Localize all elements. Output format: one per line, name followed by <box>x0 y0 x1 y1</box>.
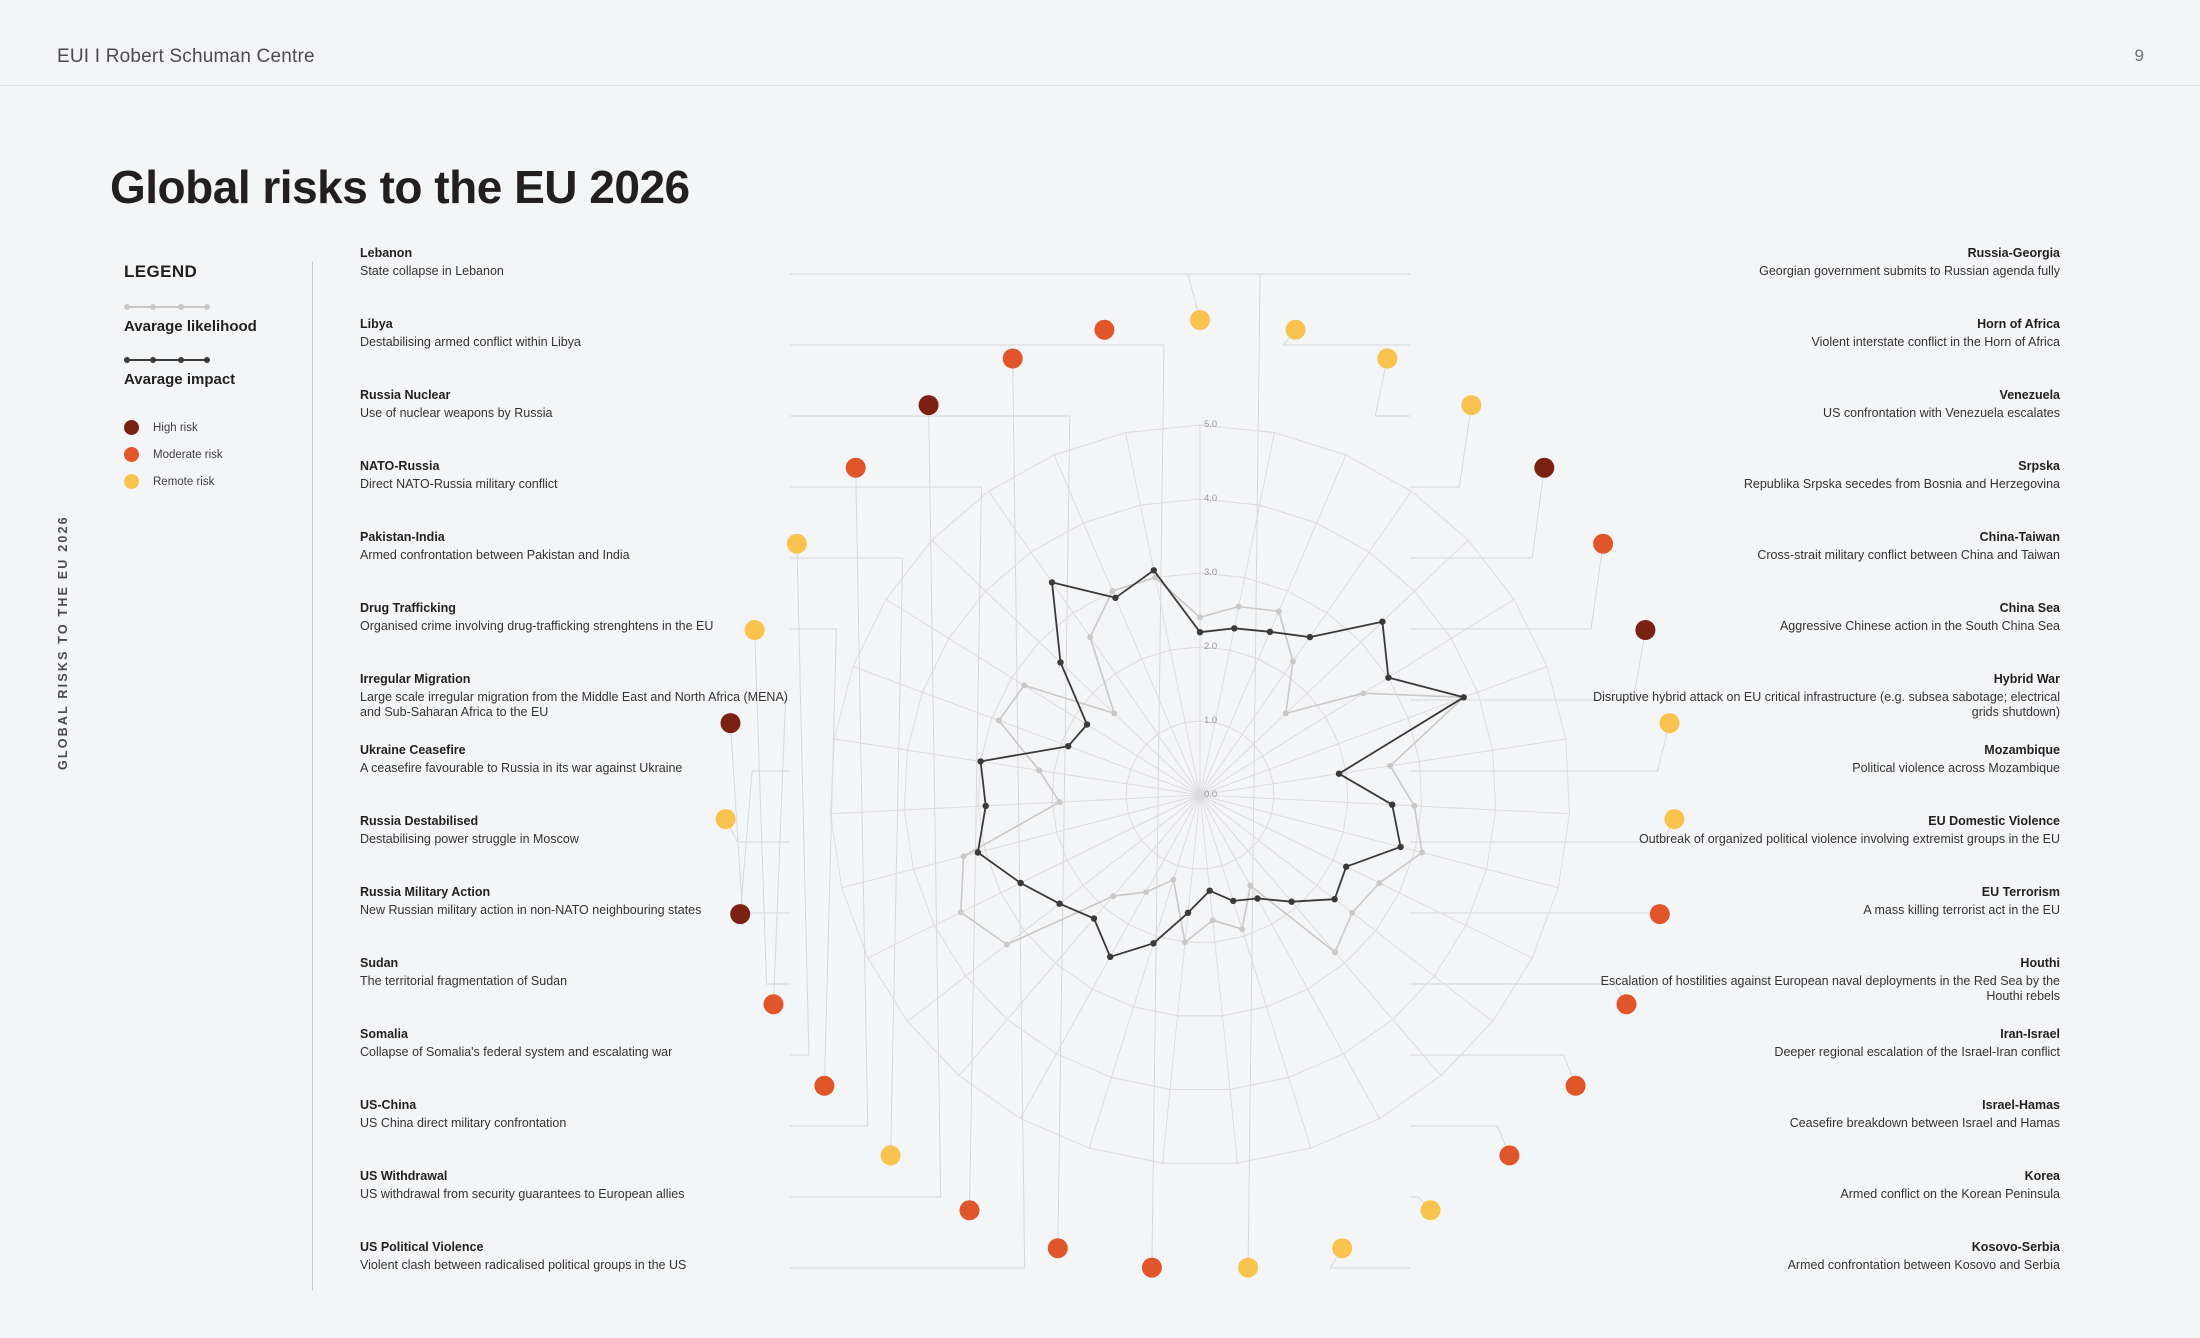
radar-spoke <box>1054 455 1200 795</box>
axis-label-desc: Large scale irregular migration from the Middle East and North Africa (MENA) and Sub-Saharan Africa to the EU <box>360 689 788 719</box>
radar-point-impact <box>977 758 983 764</box>
axis-label-name: Pakistan-India <box>360 530 445 544</box>
axis-label-nato-russia <box>360 459 790 492</box>
radar-point-impact <box>1017 880 1023 886</box>
axis-label-name: Ukraine Ceasefire <box>360 743 466 757</box>
radar-point-likelihood <box>1087 634 1093 640</box>
axis-label-kosovo-serbia <box>1590 1240 2060 1273</box>
axis-label-desc: New Russian military action in non-NATO neighbouring states <box>360 902 702 917</box>
axis-label-name: Drug Trafficking <box>360 601 456 615</box>
radar-point-likelihood <box>1182 939 1188 945</box>
radar-point-impact <box>1150 940 1156 946</box>
risk-dot[interactable] <box>1566 1076 1586 1096</box>
axis-label-name: Sudan <box>360 956 399 970</box>
risk-dot[interactable] <box>1286 320 1306 340</box>
axis-label-desc: Political violence across Mozambique <box>1852 760 2060 775</box>
leader-line <box>790 629 836 1086</box>
axis-label-desc: The territorial fragmentation of Sudan <box>360 973 568 988</box>
radar-spoke <box>842 795 1200 888</box>
axis-label-ukraine-ceasefire <box>360 743 790 776</box>
radar-point-impact <box>1288 899 1294 905</box>
radar-spoke <box>1200 795 1493 1022</box>
leader-line <box>1410 405 1471 487</box>
page-title: Global risks to the EU 2026 <box>110 161 690 213</box>
leader-line <box>790 487 981 1210</box>
radar-spoke <box>1200 795 1311 1148</box>
axis-label-lebanon <box>360 246 790 279</box>
radar-point-impact <box>1343 864 1349 870</box>
axis-label-name: Russia Nuclear <box>360 388 451 402</box>
axis-label-desc: Direct NATO-Russia military conflict <box>360 476 558 491</box>
axis-label-pakistan-india <box>360 530 790 563</box>
axis-label-name: Kosovo-Serbia <box>1971 1240 2060 1254</box>
risk-dot[interactable] <box>1534 458 1554 478</box>
radar-point-impact <box>1231 625 1237 631</box>
axis-label-desc: Disruptive hybrid attack on EU critical infrastructure (e.g. subsea sabotage; electrical grids shutdown) <box>1593 689 2060 719</box>
radar-point-likelihood <box>1236 604 1242 610</box>
axis-label-name: US Political Violence <box>360 1240 484 1254</box>
axis-label-desc: Cross-strait military conflict between China and Taiwan <box>1757 547 2060 562</box>
axis-label-china-sea <box>1590 601 2060 634</box>
axis-label-desc: Armed confrontation between Pakistan and India <box>360 547 630 562</box>
radar-spoke <box>1200 795 1237 1163</box>
axis-label-horn-of-africa <box>1590 317 2060 350</box>
radar-point-impact <box>1049 579 1055 585</box>
axis-label-libya <box>360 317 790 350</box>
radar-point-impact <box>975 849 981 855</box>
axis-label-drug-trafficking <box>360 601 790 634</box>
risk-dot[interactable] <box>1461 395 1481 415</box>
axis-label-israel-hamas <box>1590 1098 2060 1131</box>
axis-label-eu-domestic-violence <box>1590 814 2060 847</box>
radar-point-impact <box>1091 915 1097 921</box>
leader-line <box>790 359 1025 1269</box>
axis-label-russia-military-action <box>360 885 790 918</box>
moderate-risk-label: Moderate risk <box>153 448 223 461</box>
page-number: 9 <box>2134 46 2144 65</box>
axis-label-korea <box>1590 1169 2060 1202</box>
axis-label-name: Houthi <box>2020 956 2060 970</box>
radar-spoke <box>831 795 1201 814</box>
radar-point-likelihood <box>1411 803 1417 809</box>
leader-line <box>790 468 868 1126</box>
axis-label-name: Russia Destabilised <box>360 814 479 828</box>
axis-label-china-taiwan <box>1590 530 2060 563</box>
risk-dot[interactable] <box>814 1076 834 1096</box>
radar-point-likelihood <box>1376 880 1382 886</box>
axis-label-desc: Georgian government submits to Russian agenda fully <box>1759 263 2060 278</box>
leader-line <box>1410 1126 1509 1155</box>
axis-label-name: Iran-Israel <box>2000 1027 2060 1041</box>
radar-point-impact <box>1207 888 1213 894</box>
ring-value-label: 4.0 <box>1204 493 1218 504</box>
radar-point-impact <box>1254 895 1260 901</box>
axis-label-name: Irregular Migration <box>360 672 471 686</box>
radar-point-likelihood <box>961 853 967 859</box>
axis-label-desc: Collapse of Somalia's federal system and escalating war <box>360 1044 673 1059</box>
radar-point-impact <box>1151 567 1157 573</box>
radar-point-likelihood <box>1332 949 1338 955</box>
axis-label-name: Korea <box>2024 1169 2060 1183</box>
risk-dot[interactable] <box>919 395 939 415</box>
ring-value-label: 5.0 <box>1204 419 1218 430</box>
axis-label-name: Libya <box>360 317 393 331</box>
axis-label-desc: Republika Srpska secedes from Bosnia and Herzegovina <box>1743 476 2060 491</box>
axis-label-desc: A mass killing terrorist act in the EU <box>1863 902 2060 917</box>
axis-label-desc: A ceasefire favourable to Russia in its war against Ukraine <box>360 760 683 775</box>
risk-dot[interactable] <box>1003 349 1023 369</box>
radar-point-impact <box>1084 721 1090 727</box>
leader-line <box>1410 1055 1576 1086</box>
axis-label-desc: Escalation of hostilities against European naval deployments in the Red Sea by the Houthi rebels <box>1600 973 2060 1003</box>
radar-point-likelihood <box>1349 910 1355 916</box>
leader-line <box>790 405 941 1197</box>
radar-point-likelihood <box>1036 767 1042 773</box>
radar-point-impact <box>1267 629 1273 635</box>
axis-label-name: Lebanon <box>360 246 413 260</box>
risk-dot[interactable] <box>1048 1238 1068 1258</box>
radar-point-likelihood <box>1283 710 1289 716</box>
axis-label-hybrid-war <box>1590 672 2060 721</box>
axis-label-us-political-violence <box>360 1240 790 1273</box>
legend-impact-label: Avarage impact <box>124 371 236 388</box>
axis-label-desc: Destabilising armed conflict within Libya <box>360 334 581 349</box>
brand-label: EUI I Robert Schuman Centre <box>57 46 315 67</box>
axis-label-desc: Use of nuclear weapons by Russia <box>360 405 553 420</box>
leader-line <box>1410 468 1544 558</box>
legend-title: LEGEND <box>124 262 198 281</box>
radar-spoke <box>1200 795 1380 1119</box>
risk-dot[interactable] <box>1094 320 1114 340</box>
radar-point-likelihood <box>958 909 964 915</box>
axis-label-mozambique <box>1590 743 2060 776</box>
radar-point-likelihood <box>1111 710 1117 716</box>
radar-point-impact <box>1065 743 1071 749</box>
risk-dot[interactable] <box>764 994 784 1014</box>
radar-point-likelihood <box>1110 588 1116 594</box>
radar-spoke <box>1163 795 1200 1163</box>
radar-point-likelihood <box>1210 917 1216 923</box>
axis-label-name: NATO-Russia <box>360 459 440 473</box>
radar-point-likelihood <box>1197 614 1203 620</box>
axis-label-eu-terrorism <box>1590 885 2060 918</box>
radar-spoke <box>1200 455 1346 795</box>
risk-dot[interactable] <box>1238 1258 1258 1278</box>
leader-line <box>1410 544 1603 629</box>
axis-label-name: Russia Military Action <box>360 885 491 899</box>
radar-point-likelihood <box>1021 682 1027 688</box>
radar-point-impact <box>1056 901 1062 907</box>
axis-label-desc: Armed confrontation between Kosovo and Serbia <box>1787 1257 2060 1272</box>
axis-label-us-withdrawal <box>360 1169 790 1202</box>
risk-dot[interactable] <box>1421 1200 1441 1220</box>
radar-point-likelihood <box>1360 690 1366 696</box>
radar-point-impact <box>983 803 989 809</box>
radar-point-impact <box>1397 844 1403 850</box>
legend-likelihood-label: Avarage likelihood <box>124 318 257 335</box>
radar-point-impact <box>1230 898 1236 904</box>
risk-dot[interactable] <box>1190 310 1210 330</box>
radar-point-likelihood <box>1170 877 1176 883</box>
radar-spoke <box>834 739 1200 795</box>
radar-point-likelihood <box>1004 942 1010 948</box>
axis-label-somalia <box>360 1027 790 1060</box>
radar-point-impact <box>1389 802 1395 808</box>
axis-label-desc: Armed conflict on the Korean Peninsula <box>1840 1186 2060 1201</box>
radar-point-likelihood <box>1239 926 1245 932</box>
axis-label-name: China Sea <box>1999 601 2060 615</box>
radar-point-impact <box>1107 954 1113 960</box>
axis-label-desc: US withdrawal from security guarantees to European allies <box>360 1186 685 1201</box>
axis-label-russia-nuclear <box>360 388 790 421</box>
axis-label-name: EU Domestic Violence <box>1928 814 2060 828</box>
axis-label-iran-israel <box>1590 1027 2060 1060</box>
risk-dot[interactable] <box>1499 1145 1519 1165</box>
radar-point-likelihood <box>1110 893 1116 899</box>
radar-point-impact <box>1331 896 1337 902</box>
leader-line <box>1188 274 1410 320</box>
axis-label-desc: Ceasefire breakdown between Israel and Hamas <box>1789 1115 2060 1130</box>
ring-value-label: 0.0 <box>1204 789 1218 800</box>
axis-label-name: Venezuela <box>1999 388 2060 402</box>
radar-spoke <box>1200 795 1558 888</box>
axis-label-desc: Violent clash between radicalised political groups in the US <box>360 1257 687 1272</box>
radar-point-impact <box>1385 674 1391 680</box>
radar-point-likelihood <box>996 718 1002 724</box>
axis-label-us-china <box>360 1098 790 1131</box>
vertical-section-label: GLOBAL RISKS TO THE EU 2026 <box>56 515 70 770</box>
radar-point-likelihood <box>1247 883 1253 889</box>
axis-label-desc: Organised crime involving drug-trafficking strenghtens in the EU <box>360 618 714 633</box>
leader-line <box>790 416 1070 1248</box>
axis-label-name: Horn of Africa <box>1977 317 2060 331</box>
risk-dot[interactable] <box>1332 1238 1352 1258</box>
radar-point-impact <box>1379 619 1385 625</box>
axis-label-name: Mozambique <box>1984 743 2060 757</box>
axis-label-name: US-China <box>360 1098 417 1112</box>
risk-dot[interactable] <box>881 1145 901 1165</box>
risk-dot[interactable] <box>846 458 866 478</box>
axis-label-russia-georgia <box>1590 246 2060 279</box>
radar-spoke <box>1200 540 1468 795</box>
radar-point-likelihood <box>1276 608 1282 614</box>
radar-spoke <box>1200 795 1441 1076</box>
axis-label-name: US Withdrawal <box>360 1169 448 1183</box>
radar-point-impact <box>1461 694 1467 700</box>
axis-label-desc: State collapse in Lebanon <box>360 263 504 278</box>
radar-point-impact <box>1197 629 1203 635</box>
axis-label-houthi <box>1590 956 2060 1005</box>
radar-point-impact <box>1336 771 1342 777</box>
axis-label-desc: Deeper regional escalation of the Israel-Iran conflict <box>1774 1044 2060 1059</box>
axis-label-russia-destabilised <box>360 814 790 847</box>
radar-point-likelihood <box>1387 763 1393 769</box>
axis-label-name: Russia-Georgia <box>1967 246 2060 260</box>
ring-value-label: 2.0 <box>1204 641 1218 652</box>
axis-label-desc: Violent interstate conflict in the Horn of Africa <box>1811 334 2060 349</box>
radar-point-likelihood <box>1143 889 1149 895</box>
axis-label-venezuela <box>1590 388 2060 421</box>
ring-value-label: 1.0 <box>1204 715 1218 726</box>
radar-point-impact <box>1112 595 1118 601</box>
axis-label-name: Srpska <box>2018 459 2060 473</box>
radar-spoke <box>1200 795 1570 814</box>
radar-point-impact <box>1307 634 1313 640</box>
radar-point-impact <box>1057 659 1063 665</box>
axis-label-name: Hybrid War <box>1993 672 2060 686</box>
axis-label-name: EU Terrorism <box>1981 885 2060 899</box>
radar-point-impact <box>1185 910 1191 916</box>
axis-label-desc: US China direct military confrontation <box>360 1115 567 1130</box>
ring-value-label: 3.0 <box>1204 567 1218 578</box>
axis-label-desc: Aggressive Chinese action in the South China Sea <box>1779 618 2060 633</box>
axis-label-name: Somalia <box>360 1027 408 1041</box>
axis-label-desc: Destabilising power struggle in Moscow <box>360 831 579 846</box>
radar-spoke <box>1089 795 1200 1148</box>
axis-label-sudan <box>360 956 790 989</box>
risk-dot[interactable] <box>1142 1258 1162 1278</box>
radar-point-likelihood <box>1290 658 1296 664</box>
high-risk-label: High risk <box>153 421 198 434</box>
radar-point-likelihood <box>1057 799 1063 805</box>
risk-dot[interactable] <box>1377 349 1397 369</box>
axis-label-srpska <box>1590 459 2060 492</box>
axis-label-name: China-Taiwan <box>1979 530 2060 544</box>
leader-line <box>790 544 809 1055</box>
axis-label-name: Israel-Hamas <box>1982 1098 2060 1112</box>
remote-risk-label: Remote risk <box>153 475 215 488</box>
radar-point-likelihood <box>1419 850 1425 856</box>
axis-label-irregular-migration <box>360 672 790 721</box>
leader-line <box>1375 359 1410 417</box>
risk-dot[interactable] <box>960 1200 980 1220</box>
leader-line <box>790 558 903 1155</box>
axis-label-desc: Outbreak of organized political violence involving extremist groups in the EU <box>1638 831 2060 846</box>
axis-label-desc: US confrontation with Venezuela escalates <box>1823 405 2060 420</box>
radar-spoke <box>1200 667 1547 796</box>
